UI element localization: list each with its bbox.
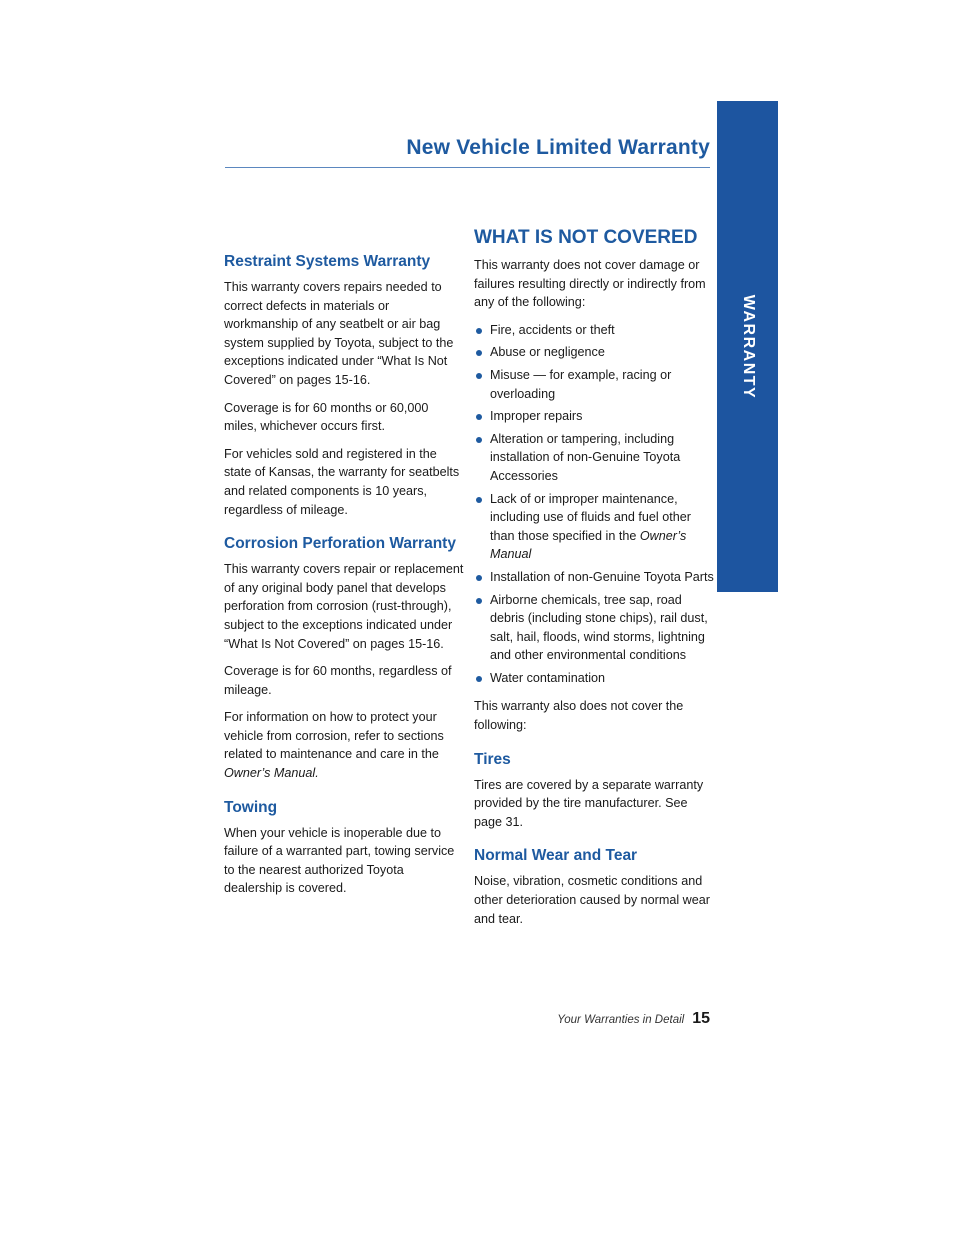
corrosion-heading: Corrosion Perforation Warranty — [224, 535, 456, 553]
right-column — [474, 226, 714, 937]
bullet-icon — [476, 676, 482, 682]
owners-manual-ref: Owner’s Manual — [490, 528, 687, 562]
tires-section — [474, 750, 714, 832]
bullet-icon — [476, 575, 482, 581]
not-covered-intro: This warranty does not cover damage or failures resulting directly or indirectly from any of the following: — [474, 258, 706, 310]
list-item: Installation of non-Genuine Toyota Parts — [474, 568, 714, 587]
list-item: Improper repairs — [474, 407, 714, 426]
page-number: 15 — [692, 1010, 710, 1027]
corrosion-paragraph-3-text: For information on how to protect your vehicle from corrosion, refer to sections related to maintenance and care in the — [224, 710, 444, 762]
list-item: Water contamination — [474, 669, 714, 688]
restraint-paragraph-1: This warranty covers repairs needed to correct defects in materials or workmanship of any seatbelt or air bag system supplied by Toyota, subject to the exceptions indicated under “What Is Not Covered” on pages 15-16. — [224, 280, 454, 387]
corrosion-paragraph-2: Coverage is for 60 months, regardless of mileage. — [224, 664, 452, 697]
tires-paragraph: Tires are covered by a separate warranty provided by the tire manufacturer. See page 31. — [474, 777, 704, 829]
owners-manual-ref: Owner’s Manual. — [224, 766, 319, 781]
list-item: Misuse — for example, racing or overloading — [474, 366, 714, 403]
header-divider — [225, 167, 710, 168]
bullet-icon — [476, 497, 482, 503]
restraint-heading: Restraint Systems Warranty — [224, 253, 431, 270]
towing-paragraph: When your vehicle is inoperable due to failure of a warranted part, towing service to the nearest authorized Toyota dealership is covered. — [224, 825, 455, 896]
restraint-paragraph-2: Coverage is for 60 months or 60,000 miles, whichever occurs first. — [224, 400, 429, 434]
bullet-icon — [476, 598, 482, 604]
towing-section — [224, 798, 464, 898]
wear-heading: Normal Wear and Tear — [474, 847, 638, 865]
bullet-icon — [476, 414, 482, 420]
page-footer — [420, 1010, 710, 1028]
bullet-icon — [476, 350, 482, 356]
tires-heading: Tires — [474, 750, 511, 768]
towing-heading: Towing — [224, 798, 278, 816]
bullet-icon — [476, 328, 482, 334]
list-item: Fire, accidents or theft — [474, 321, 714, 340]
list-item: Airborne chemicals, tree sap, road debris (including stone chips), rail dust, salt, hail, floods, wind storms, lightning and other environmental conditions — [474, 591, 714, 665]
page-title: New Vehicle Limited Warranty — [406, 136, 710, 159]
restraint-paragraph-3: For vehicles sold and registered in the state of Kansas, the warranty for seatbelts and related components is 10 years, regardless of mileage. — [224, 446, 460, 517]
bullet-icon — [476, 373, 482, 379]
not-covered-heading: WHAT IS NOT COVERED — [474, 227, 698, 248]
list-item: Alteration or tampering, including installation of non-Genuine Toyota Accessories — [474, 430, 714, 486]
list-item: Lack of or improper maintenance, including use of fluids and fuel other than those specified in the Owner’s Manual — [474, 490, 714, 564]
left-column — [224, 252, 464, 907]
not-covered-outro: This warranty also does not cover the following: — [474, 699, 684, 733]
corrosion-section — [224, 534, 464, 783]
restraint-section — [224, 252, 464, 519]
section-tab — [717, 101, 778, 592]
bullet-icon — [476, 437, 482, 443]
section-tab-label: WARRANTY — [739, 294, 757, 399]
footer-label: Your Warranties in Detail — [557, 1014, 685, 1026]
exclusion-list — [474, 321, 714, 688]
wear-paragraph: Noise, vibration, cosmetic conditions and other deterioration caused by normal wear and tear. — [474, 874, 710, 926]
list-item: Abuse or negligence — [474, 343, 714, 362]
not-covered-section — [474, 226, 714, 735]
corrosion-paragraph-1: This warranty covers repair or replacement of any original body panel that develops perforation from corrosion (rust-through), subject to the exceptions indicated under “What Is Not Covered” on pages 15-16. — [224, 562, 464, 651]
wear-section — [474, 846, 714, 928]
corrosion-paragraph-3 — [224, 708, 464, 782]
